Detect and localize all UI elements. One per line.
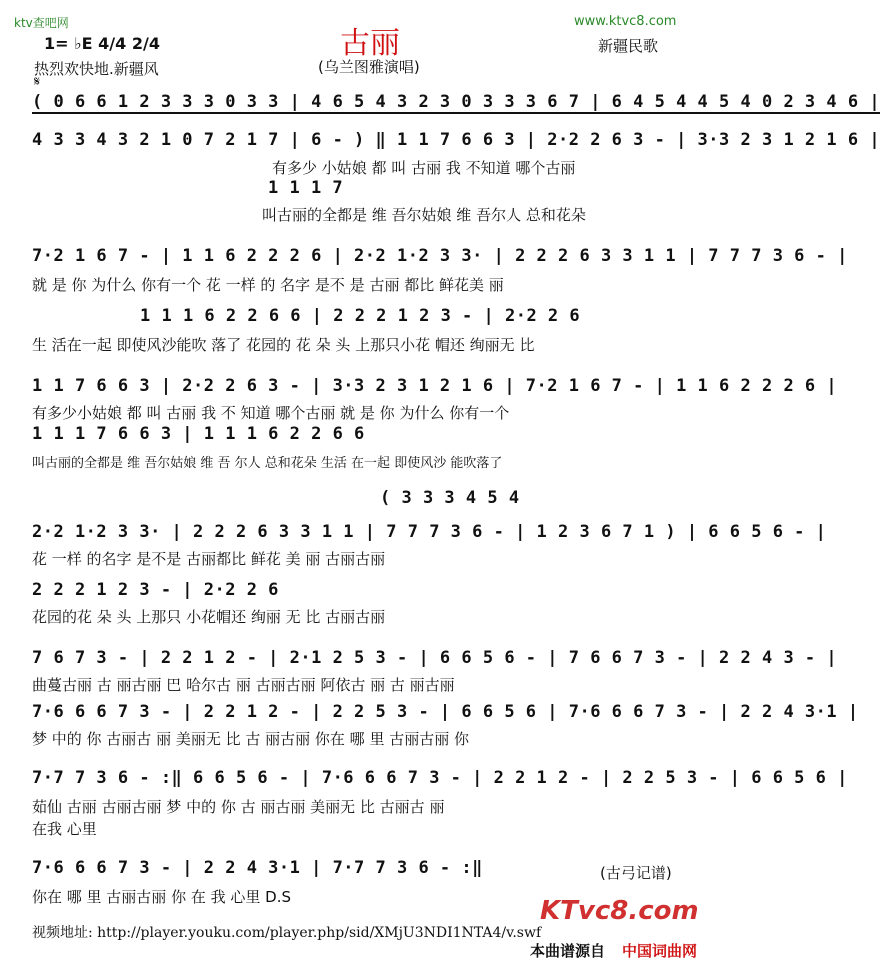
lyric-line-2a: 有多少 小姑娘 都 叫 古丽 我 不知道 哪个古丽 <box>272 159 576 177</box>
lyric-line-7: 梦 中的 你 古丽古 丽 美丽无 比 古 丽古丽 你在 哪 里 古丽古丽 你 <box>32 730 469 748</box>
singer-credit: (乌兰图雅演唱) <box>318 58 420 76</box>
source-label: 本曲谱源自 <box>530 942 606 960</box>
lyric-line-6: 曲蔓古丽 古 丽古丽 巴 哈尔古 丽 古丽古丽 阿依古 丽 古 丽古丽 <box>32 676 455 694</box>
lyric-line-2b: 叫古丽的全都是 维 吾尔姑娘 维 吾尔人 总和花朵 <box>262 206 586 224</box>
lyric-line-5b: 花园的花 朵 头 上那只 小花帽还 绚丽 无 比 古丽古丽 <box>32 608 386 626</box>
score-line-2b: 1 1 1 7 <box>268 178 344 198</box>
video-url[interactable]: 视频地址: http://player.youku.com/player.php/sid/XMjU3NDI1NTA4/v.swf <box>32 925 542 941</box>
watermark-right: www.ktvc8.com <box>574 14 677 29</box>
lyric-line-3a: 就 是 你 为什么 你有一个 花 一样 的 名字 是不 是 古丽 都比 鲜花美 丽 <box>32 276 504 294</box>
lyric-line-8a: 茹仙 古丽 古丽古丽 梦 中的 你 古 丽古丽 美丽无 比 古丽古 丽 <box>32 798 445 816</box>
tempo-mark: 热烈欢快地.新疆风 <box>34 60 159 78</box>
lyric-line-4b: 叫古丽的全都是 维 吾尔姑娘 维 吾 尔人 总和花朵 生活 在一起 即使风沙 能吹落了 <box>32 456 503 471</box>
lyric-line-8b: 在我 心里 <box>32 820 97 838</box>
score-line-2: 4 3 3 4 3 2 1 0 7 2 1 7 | 6 - ) ‖ 1 1 7 6 6 3 | 2·2 2 6 3 - | 3·3 2 3 1 2 1 6 | <box>32 130 880 150</box>
score-line-8: 7·7 7 3 6 - :‖ 6 6 5 6 - | 7·6 6 6 7 3 - | 2 2 1 2 - | 2 2 5 3 - | 6 6 5 6 | <box>32 768 848 788</box>
score-line-7: 7·6 6 6 7 3 - | 2 2 1 2 - | 2 2 5 3 - | 6 6 5 6 | 7·6 6 6 7 3 - | 2 2 4 3·1 | <box>32 702 859 722</box>
transcriber-credit: (古弓记谱) <box>600 864 672 882</box>
segno-icon: 𝄋 <box>34 74 41 90</box>
score-line-9: 7·6 6 6 7 3 - | 2 2 4 3·1 | 7·7 7 3 6 - :‖ <box>32 858 483 878</box>
score-line-4: 1 1 7 6 6 3 | 2·2 2 6 3 - | 3·3 2 3 1 2 1 6 | 7·2 1 6 7 - | 1 1 6 2 2 2 6 | <box>32 376 838 396</box>
score-line-5b: 2 2 2 1 2 3 - | 2·2 2 6 <box>32 580 279 600</box>
song-title: 古丽 <box>340 26 400 61</box>
key-signature: 1= ♭E 4/4 2/4 <box>44 34 160 53</box>
source-site[interactable]: 中国词曲网 <box>622 942 698 960</box>
lyric-line-3b: 生 活在一起 即使风沙能吹 落了 花园的 花 朵 头 上那只小花 帽还 绚丽无 比 <box>32 336 535 354</box>
lyric-line-9: 你在 哪 里 古丽古丽 你 在 我 心里 D.S <box>32 888 291 906</box>
score-line-3b: 1 1 1 6 2 2 6 6 | 2 2 2 1 2 3 - | 2·2 2 6 <box>140 306 581 326</box>
score-line-5: 2·2 1·2 3 3· | 2 2 2 6 3 3 1 1 | 7 7 7 3 6 - | 1 2 3 6 7 1 ) | 6 6 5 6 - | <box>32 522 827 542</box>
lyric-line-5a: 花 一样 的名字 是不是 古丽都比 鲜花 美 丽 古丽古丽 <box>32 550 386 568</box>
site-logo: KTvc8.com <box>540 896 699 926</box>
score-line-3: 7·2 1 6 7 - | 1 1 6 2 2 2 6 | 2·2 1·2 3 3· | 2 2 2 6 3 3 1 1 | 7 7 7 3 6 - | <box>32 246 848 266</box>
score-line-6: 7 6 7 3 - | 2 2 1 2 - | 2·1 2 5 3 - | 6 6 5 6 - | 7 6 6 7 3 - | 2 2 4 3 - | <box>32 648 838 668</box>
score-line-4b: 1 1 1 7 6 6 3 | 1 1 1 6 2 2 6 6 <box>32 424 365 444</box>
score-line-1: ( 0 6 6 1 2 3 3 3 0 3 3 | 4 6 5 4 3 2 3 0 3 3 3 6 7 | 6 4 5 4 4 5 4 0 2 3 4 6 | <box>32 92 880 112</box>
lyric-line-4a: 有多少小姑娘 都 叫 古丽 我 不 知道 哪个古丽 就 是 你 为什么 你有一个 <box>32 404 510 422</box>
score-line-4c: ( 3 3 3 4 5 4 <box>380 488 520 508</box>
genre-label: 新疆民歌 <box>598 37 659 55</box>
watermark-left: ktv查吧网 <box>14 16 69 30</box>
